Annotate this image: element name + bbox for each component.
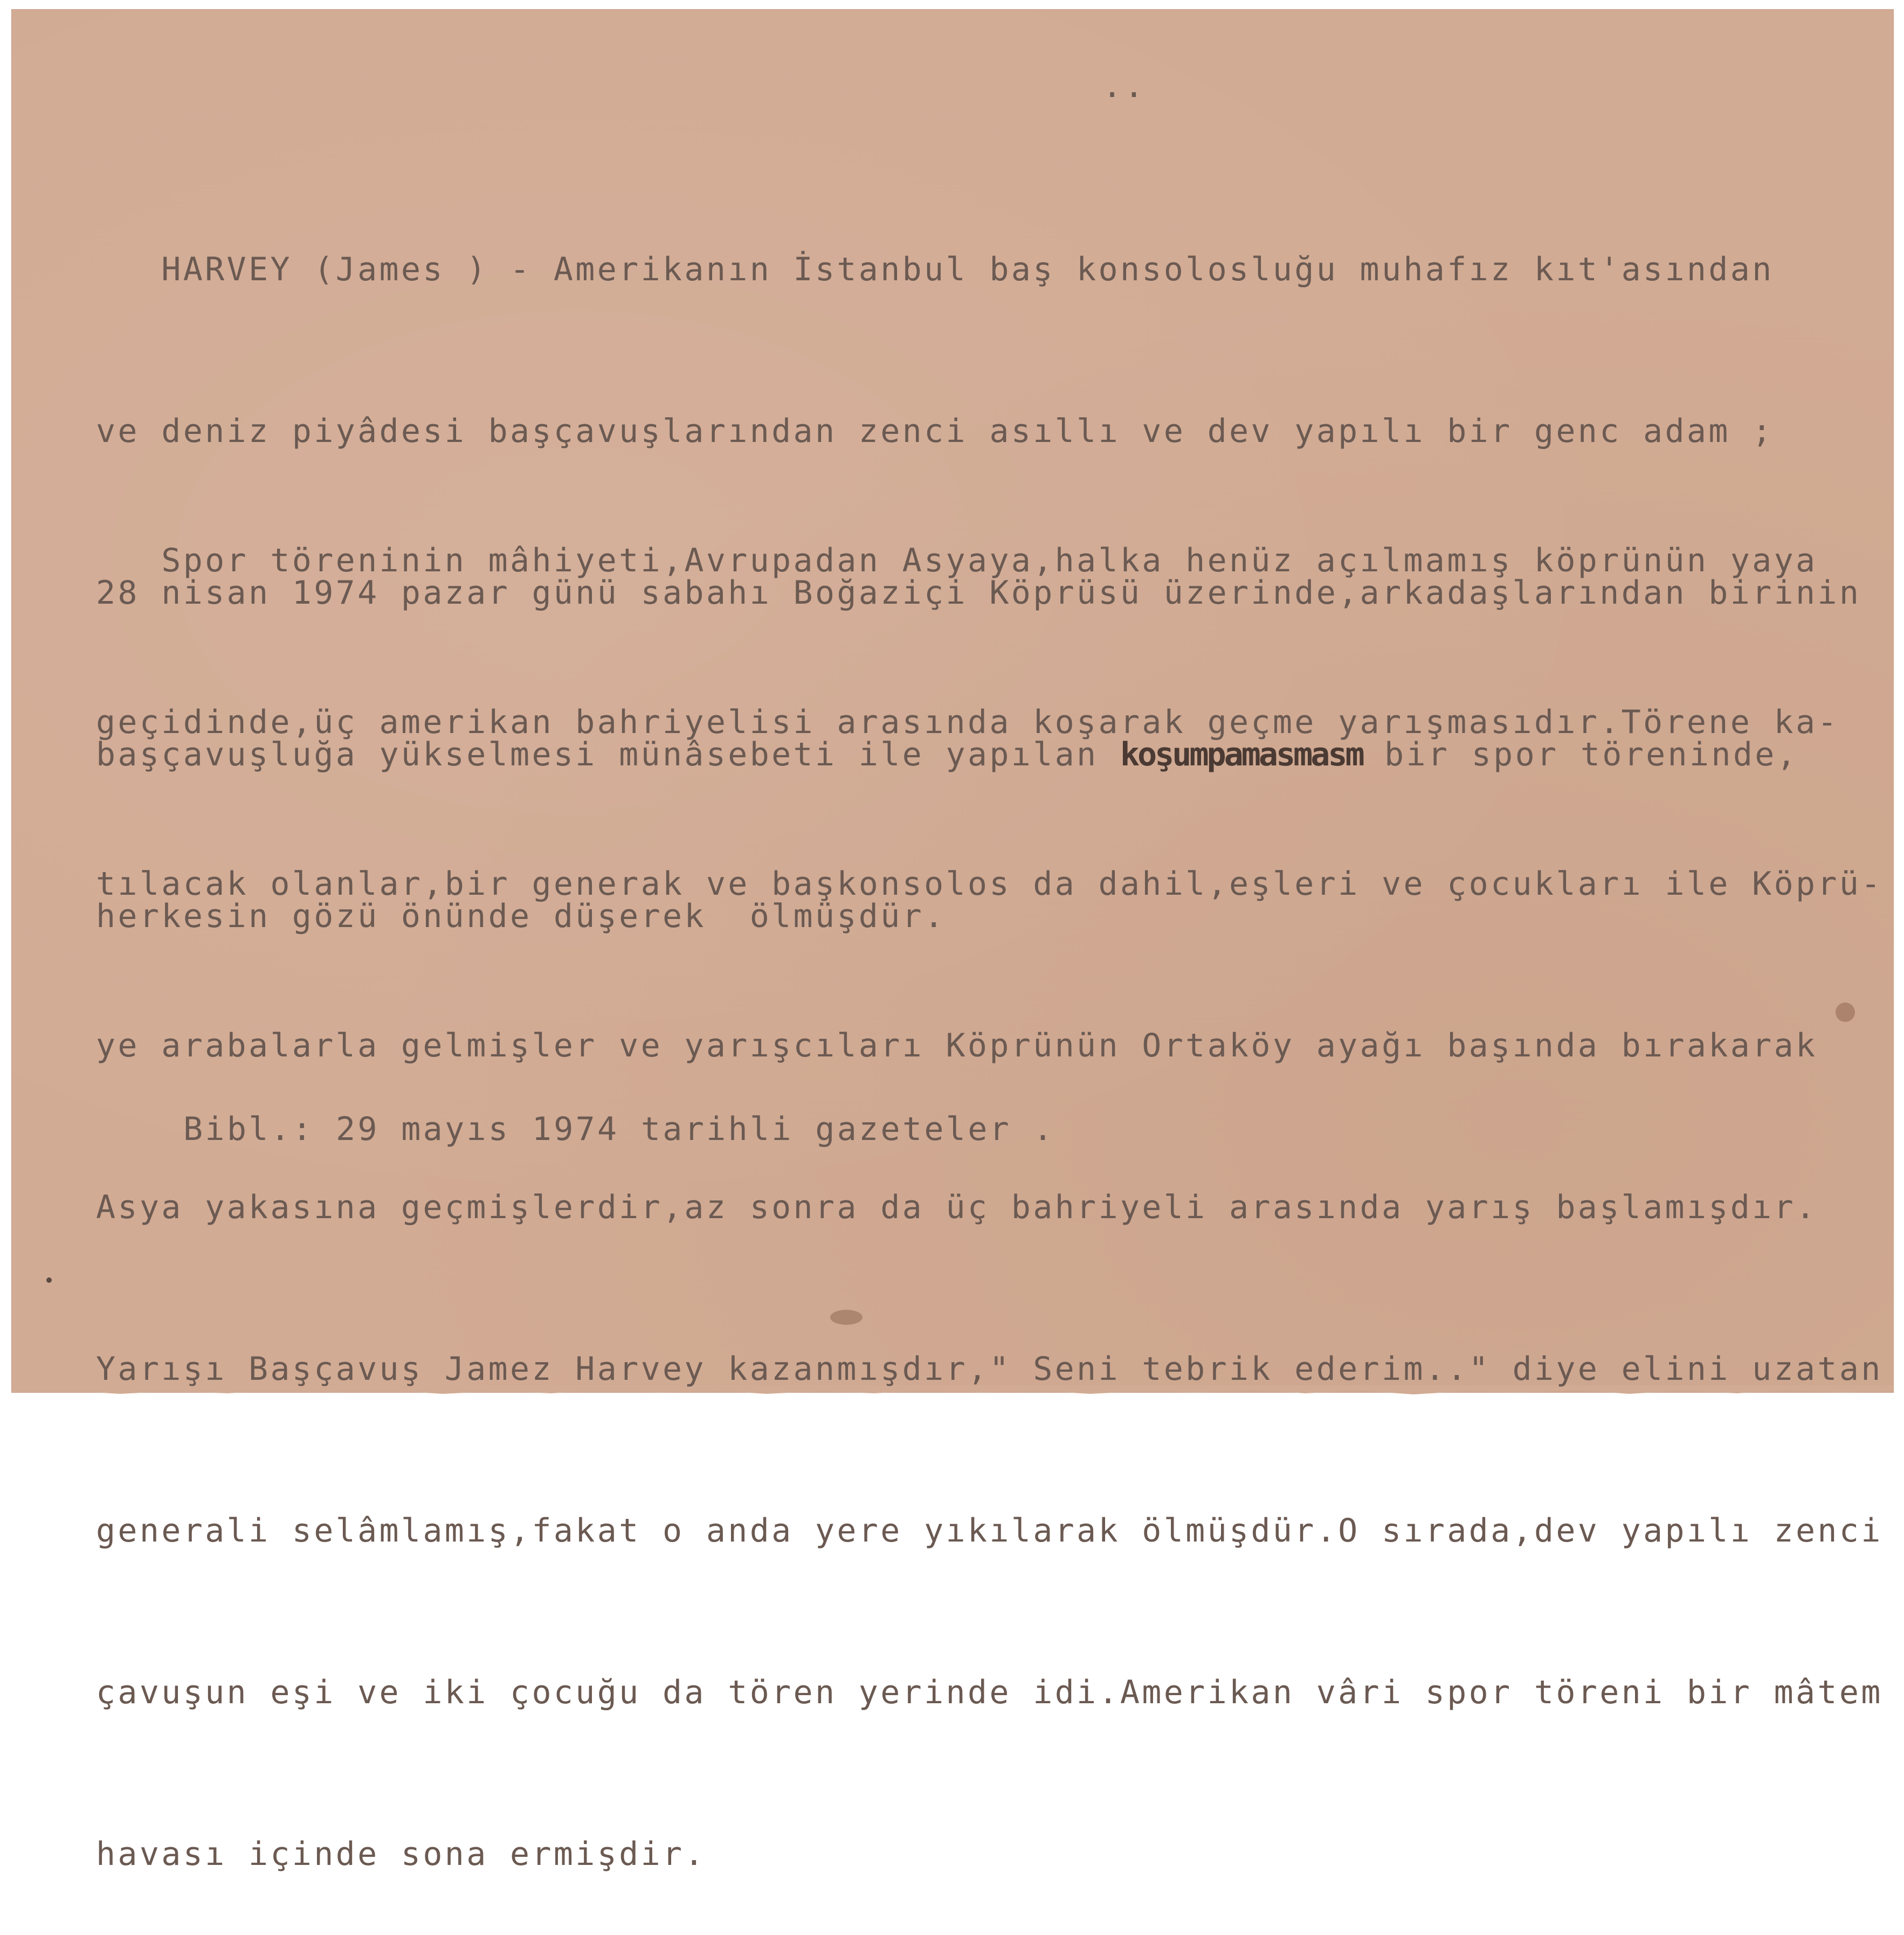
paragraph-line: herkesin gözü önünde düşerek ölmüşdür.	[96, 897, 946, 935]
paragraph-line: çavuşun eşi ve iki çocuğu da tören yerinde idi.Amerikan vâri spor töreni bir mâtem	[96, 1674, 1883, 1711]
line-tail: bir spor töreninde,	[1362, 736, 1799, 773]
paragraph-line: tılacak olanlar,bir generak ve başkonsolos da dahil,eşleri ve çocukları ile Köprü-	[96, 865, 1883, 903]
paragraph-line: geçidinde,üç amerikan bahriyelisi arasında koşarak geçme yarışmasıdır.Törene ka-	[96, 703, 1839, 741]
top-marks: ..	[1102, 67, 1146, 105]
paragraph-line: Yarışı Başçavuş Jamez Harvey kazanmışdır," Seni tebrik ederim.." diye elini uzatan	[96, 1350, 1883, 1388]
paragraph-line: ve deniz piyâdesi başçavuşlarından zenci asıllı ve dev yapılı bir genc adam ;	[96, 412, 1774, 450]
paragraph-line: havası içinde sona ermişdir.	[96, 1835, 706, 1873]
paragraph-line: Spor töreninin mâhiyeti,Avrupadan Asyaya,halka henüz açılmamış köprünün yaya	[96, 542, 1818, 579]
paragraph-line: HARVEY (James ) - Amerikanın İstanbul baş konsolosluğu muhafız kıt'asından	[96, 251, 1774, 288]
line-head: başçavuşluğa yükselmesi münâsebeti ile yapılan	[96, 736, 1120, 773]
ink-smudge	[830, 1310, 863, 1325]
ceremony-paragraph	[96, 426, 1883, 1935]
struck-typing: koşumpamasmasm	[1120, 736, 1363, 773]
paragraph-line: 28 nisan 1974 pazar günü sabahı Boğaziçi Köprüsü üzerinde,arkadaşlarından birinin	[96, 574, 1861, 612]
bibliography-line: Bibl.: 29 mayıs 1974 tarihli gazeteler .	[183, 1110, 1055, 1148]
paragraph-line: generali selâmlamış,fakat o anda yere yıkılarak ölmüşdür.O sırada,dev yapılı zenci	[96, 1512, 1883, 1550]
paragraph-line: ye arabalarla gelmişler ve yarışcıları Köprünün Ortaköy ayağı başında bırakarak	[96, 1027, 1818, 1065]
ink-dot	[46, 1277, 52, 1283]
ink-smudge	[1836, 1003, 1855, 1022]
paragraph-line: Asya yakasına geçmişlerdir,az sonra da üç bahriyeli arasında yarış başlamışdır.	[96, 1188, 1818, 1226]
